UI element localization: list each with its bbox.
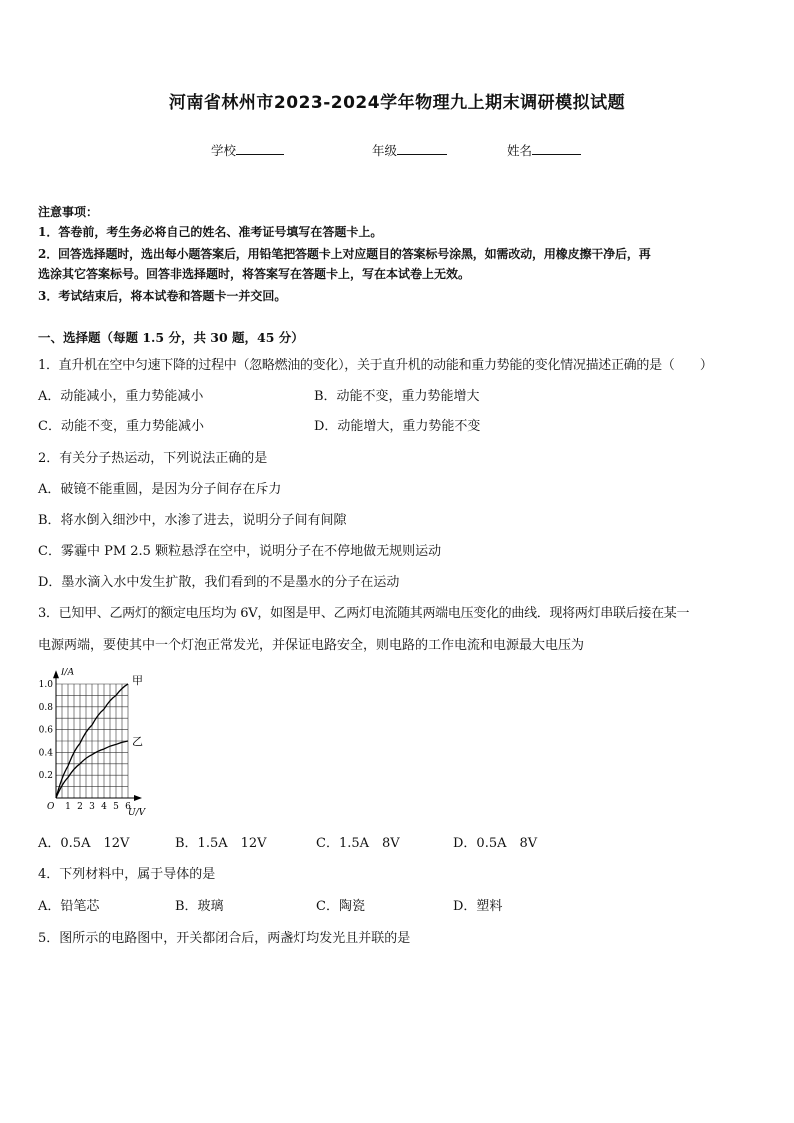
y-axis-label: I/A	[61, 668, 75, 678]
series-label: 甲	[132, 674, 143, 687]
q4-option-b[interactable]: B．玻璃	[175, 899, 224, 914]
q3-stem-line1: 3．已知甲、乙两灯的额定电压均为 6V，如图是甲、乙两灯电流随其两端电压变化的曲线．现将两灯串联后接在某一	[38, 606, 690, 621]
notice-item: 选涂其它答案标号。回答非选择题时，将答案写在答题卡上，写在本试卷上无效。	[38, 267, 471, 281]
iu-graph	[36, 668, 176, 818]
grade-blank[interactable]	[397, 142, 447, 155]
q1-stem: 1．直升机在空中匀速下降的过程中（忽略燃油的变化），关于直升机的动能和重力势能的变化情况描述正确的是（ ）	[38, 358, 713, 373]
y-axis-arrow	[53, 670, 59, 678]
q4-option-a[interactable]: A．铅笔芯	[38, 899, 100, 914]
name-blank[interactable]	[532, 142, 581, 155]
q3-option-d[interactable]: D．0.5A 8V	[453, 836, 538, 851]
x-tick-label: 6	[125, 802, 131, 812]
notice-item: 2．回答选择题时，选出每小题答案后，用铅笔把答题卡上对应题目的答案标号涂黑，如需改动，用橡皮擦干净后，再	[38, 247, 651, 261]
q1-option-d[interactable]: D．动能增大，重力势能不变	[314, 419, 481, 434]
x-tick-label: 4	[101, 802, 107, 812]
grade-field[interactable]	[372, 141, 447, 159]
q4-option-d[interactable]: D．塑料	[453, 899, 503, 914]
x-axis-arrow	[134, 795, 142, 801]
y-tick-label: 0.4	[38, 748, 53, 759]
x-tick-label: 5	[113, 802, 119, 812]
q1-option-c[interactable]: C．动能不变，重力势能减小	[38, 419, 204, 434]
q2-option-c[interactable]: C．雾霾中 PM 2.5 颗粒悬浮在空中，说明分子在不停地做无规则运动	[38, 544, 442, 559]
notice-heading: 注意事项：	[38, 205, 99, 219]
q2-option-b[interactable]: B．将水倒入细沙中，水渗了进去，说明分子间有间隙	[38, 513, 347, 528]
notice-item: 3．考试结束后，将本试卷和答题卡一并交回。	[38, 289, 287, 303]
q5-stem: 5．图所示的电路图中，开关都闭合后，两盏灯均发光且并联的是	[38, 931, 411, 946]
x-tick-label: 3	[89, 802, 95, 812]
name-label: 姓名	[507, 143, 533, 158]
q4-option-c[interactable]: C．陶瓷	[316, 899, 365, 914]
x-tick-label: 1	[65, 802, 71, 812]
section-heading: 一、选择题（每题 1.5 分，共 30 题，45 分）	[38, 330, 304, 345]
q3-stem-line2: 电源两端，要使其中一个灯泡正常发光，并保证电路安全，则电路的工作电流和电源最大电压为	[38, 638, 585, 653]
q2-stem: 2．有关分子热运动，下列说法正确的是	[38, 451, 268, 466]
y-tick-label: 0.2	[38, 771, 53, 782]
x-axis-label: U/V	[128, 808, 146, 818]
q2-option-a[interactable]: A．破镜不能重圆，是因为分子间存在斥力	[38, 482, 282, 497]
q1-option-a[interactable]: A．动能减小，重力势能减小	[38, 389, 204, 404]
name-field[interactable]	[507, 141, 581, 159]
y-tick-label: 0.8	[38, 702, 53, 713]
school-blank[interactable]	[236, 142, 284, 155]
grade-label: 年级	[372, 143, 398, 158]
q3-option-b[interactable]: B．1.5A 12V	[175, 836, 267, 851]
series-label: 乙	[132, 735, 143, 748]
q1-option-b[interactable]: B．动能不变，重力势能增大	[314, 389, 480, 404]
exam-title: 河南省林州市2023-2024学年物理九上期末调研模拟试题	[168, 93, 626, 113]
school-field[interactable]	[211, 141, 284, 159]
q2-option-d[interactable]: D．墨水滴入水中发生扩散，我们看到的不是墨水的分子在运动	[38, 575, 400, 590]
q4-stem: 4．下列材料中，属于导体的是	[38, 867, 216, 882]
y-tick-label: 1.0	[38, 680, 53, 690]
x-tick-label: 2	[77, 802, 83, 812]
school-label: 学校	[211, 143, 237, 158]
origin-label: O	[47, 802, 55, 812]
q3-option-c[interactable]: C．1.5A 8V	[316, 836, 400, 851]
y-tick-label: 0.6	[38, 725, 53, 736]
notice-item: 1．答卷前，考生务必将自己的姓名、准考证号填写在答题卡上。	[38, 225, 383, 239]
q3-option-a[interactable]: A．0.5A 12V	[38, 836, 130, 851]
